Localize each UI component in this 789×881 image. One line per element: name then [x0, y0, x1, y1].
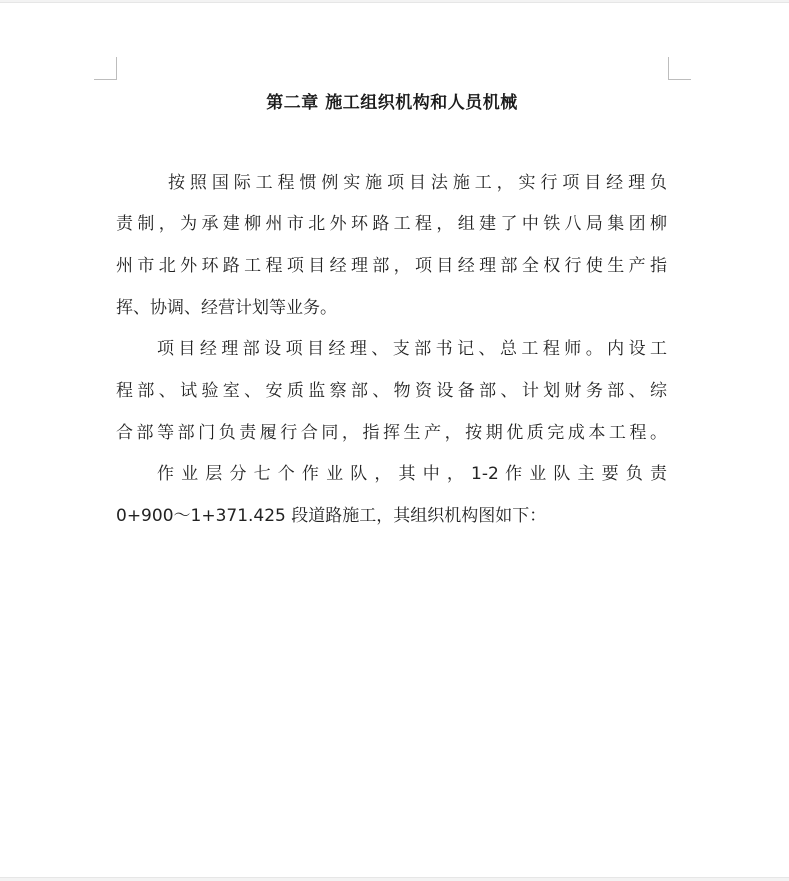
paragraph-1-line-4: 挥、协调、经营计划等业务。	[116, 298, 337, 318]
document-page	[0, 2, 789, 878]
margin-corner-top-left	[94, 57, 117, 80]
paragraph-2-line-1: 项目经理部设项目经理、支部书记、总工程师。内设工	[157, 339, 667, 359]
paragraph-1-line-1: 按照国际工程惯例实施项目法施工，实行项目经理负	[168, 173, 667, 193]
paragraph-1-line-3: 州市北外环路工程项目经理部，项目经理部全权行使生产指	[116, 256, 667, 276]
chapter-title: 第二章 施工组织机构和人员机械	[266, 93, 518, 113]
paragraph-3-line-1: 作 业 层 分 七 个 作 业 队 ， 其 中 ， 1-2 作 业 队 主 要 负 责	[157, 464, 667, 484]
margin-corner-top-right	[668, 57, 691, 80]
paragraph-2-line-2: 程部、试验室、安质监察部、物资设备部、计划财务部、综	[116, 381, 667, 401]
paragraph-3-line-2: 0+900～1+371.425 段道路施工，其组织机构图如下：	[116, 506, 547, 526]
paragraph-2-line-3: 合部等部门负责履行合同，指挥生产，按期优质完成本工程。	[116, 423, 667, 443]
paragraph-1-line-2: 责制，为承建柳州市北外环路工程，组建了中铁八局集团柳	[116, 214, 667, 234]
